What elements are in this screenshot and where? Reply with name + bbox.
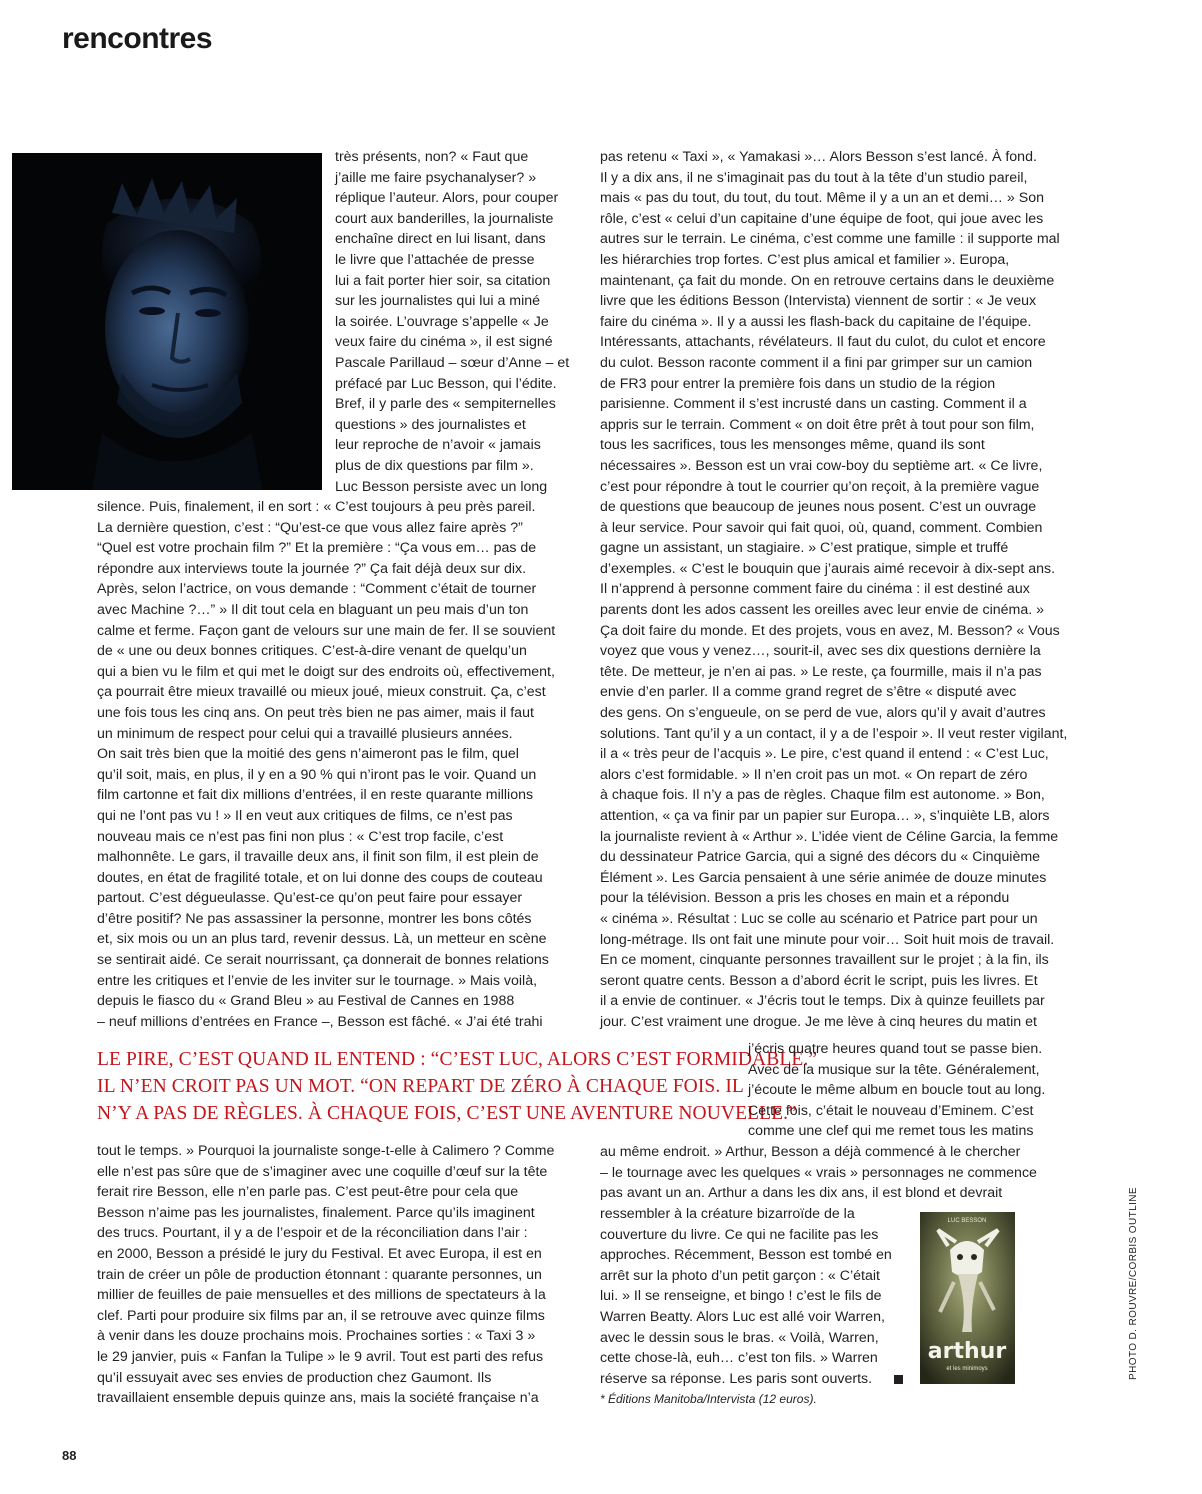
text-line: réplique l’auteur. Alors, pour couper bbox=[335, 190, 559, 207]
text-line: avec le dessin sous le bras. « Voilà, Warren, bbox=[600, 1329, 879, 1346]
text-line: ça pourrait être mieux travaillé ou mieux joué, mieux construit. Ça, c’est bbox=[97, 684, 546, 701]
text-line: Il y a dix ans, il ne s’imaginait pas du tout à la tête d’un studio pareil, bbox=[600, 169, 1028, 186]
text-line: lui. » Il se renseigne, et bingo ! c’est le fils de bbox=[600, 1288, 882, 1305]
text-line: Cette fois, c’était le nouveau d’Eminem. C’est bbox=[748, 1102, 1034, 1119]
text-line: comme une clef qui me remet tous les matins bbox=[748, 1123, 1034, 1140]
text-line: Ça doit faire du monde. Et des projets, vous en avez, M. Besson? « Vous bbox=[600, 622, 1060, 639]
text-line: la journaliste revient à « Arthur ». L’idée vient de Céline Garcia, la femme bbox=[600, 828, 1059, 845]
text-line: au même endroit. » Arthur, Besson a déjà commencé à le chercher bbox=[600, 1144, 1021, 1160]
text-line: j’écoute le même album en boucle tout au long. bbox=[748, 1082, 1046, 1099]
text-line: des trucs. Pourtant, il y a de l’espoir et de la réconciliation dans l’air : bbox=[97, 1225, 528, 1242]
text-line: train de créer un pôle de production étonnant : quarante personnes, un bbox=[97, 1266, 542, 1283]
text-line: pas retenu « Taxi », « Yamakasi »… Alors Besson s’est lancé. À fond. bbox=[600, 149, 1037, 165]
text-line: de questions que beaucoup de jeunes nous posent. C’est un ouvrage bbox=[600, 499, 1037, 516]
text-line: veux faire du cinéma », il est signé bbox=[335, 334, 553, 351]
text-line: Besson n’aime pas les journalistes, finalement. Parce qu’ils imaginent bbox=[97, 1204, 535, 1221]
text-line: c’est pour répondre à tout le courrier qu’on reçoit, à la première vague bbox=[600, 478, 1040, 495]
text-line: parents dont les ados cassent les oreilles avec leur envie de cinéma. » bbox=[600, 602, 1045, 619]
text-line: approches. Récemment, Besson est tombé en bbox=[600, 1247, 892, 1264]
text-line: et, six mois ou un an plus tard, revenir dessus. Là, un metteur en scène bbox=[97, 931, 547, 948]
column-2-narrow bbox=[600, 1204, 892, 1389]
text-line: « cinéma ». Résultat : Luc se colle au scénario et Patrice part pour un bbox=[600, 910, 1038, 927]
column-2-indented bbox=[748, 1039, 1045, 1142]
text-line: Luc Besson persiste avec un long bbox=[335, 478, 548, 495]
text-line: se sentirait aidé. Ce serait nourrissant, ça donnerait de bonnes relations bbox=[97, 952, 549, 969]
text-line: mais « pas du tout, du tout, du tout. Même il y a un an et demi… » Son bbox=[600, 190, 1045, 207]
text-line: court aux banderilles, la journaliste bbox=[335, 210, 554, 227]
text-line: leur reproche de n’avoir « jamais bbox=[335, 437, 541, 454]
text-line: Il n’apprend à personne comment faire du cinéma : il est destiné aux bbox=[600, 581, 1030, 598]
text-line: tout le temps. » Pourquoi la journaliste songe-t-elle à Calimero ? Comme bbox=[97, 1143, 555, 1159]
text-line: du culot. Besson raconte comment il a fini par grimper sur un camion bbox=[600, 354, 1033, 371]
text-line: préfacé par Luc Besson, qui l’édite. bbox=[335, 375, 557, 392]
text-line: seront quatre cents. Besson a d’abord écrit le script, puis les livres. Et bbox=[600, 972, 1038, 989]
text-line: En ce moment, cinquante personnes travaillent sur le projet ; à la fin, ils bbox=[600, 952, 1049, 969]
text-line: envie d’en parler. Il a comme grand regret de s’être « disputé avec bbox=[600, 684, 1017, 701]
column-2-middle bbox=[600, 1142, 1037, 1204]
page-number: 88 bbox=[62, 1448, 77, 1463]
text-line: autres sur le terrain. Le cinéma, c’est comme une famille : il supporte mal bbox=[600, 231, 1060, 248]
column-1-right-of-photo bbox=[335, 147, 569, 497]
text-line: couverture du livre. Ce qui ne facilite pas les bbox=[600, 1226, 879, 1243]
text-line: nouveau mais ce n’est pas fini non plus : « C’est trop facile, c’est bbox=[97, 828, 504, 845]
text-line: qui ne l’ont pas vu ! » Il en veut aux critiques de films, ce n’est pas bbox=[97, 807, 513, 824]
text-line: à chaque fois. Il n’y a pas de règles. Chaque film est autonome. » Bon, bbox=[600, 787, 1045, 804]
text-line: arrêt sur la photo d’un petit garçon : « C’était bbox=[600, 1267, 880, 1284]
text-line: entre les critiques et l’envie de les inviter sur le tournage. » Mais voilà, bbox=[97, 972, 538, 989]
text-line: une fois tous les cinq ans. On peut très bien ne pas aimer, mais il faut bbox=[97, 704, 534, 721]
text-line: voyez que vous y venez…, sourit-il, avec ses dix questions dernière la bbox=[600, 643, 1041, 660]
photo-credit: PHOTO D. ROUVRE/CORBIS OUTLINE bbox=[1128, 1187, 1139, 1380]
text-line: le livre que l’attachée de presse bbox=[335, 251, 535, 268]
text-line: “Quel est votre prochain film ?” Et la première : “Ça vous em… pas de bbox=[97, 540, 537, 557]
text-line: malhonnête. Le gars, il travaille deux ans, il finit son film, il est plein de bbox=[97, 849, 539, 866]
text-line: sur les journalistes qui lui a miné bbox=[335, 293, 541, 310]
cover-title: arthur bbox=[927, 1339, 1007, 1364]
text-line: livre que les éditions Besson (Intervista) viennent de sortir : « Je veux bbox=[600, 293, 1037, 310]
text-line: partout. C’est dégueulasse. Qu’est-ce qu’on peut faire pour essayer bbox=[97, 890, 523, 907]
text-line: très présents, non? « Faut que bbox=[335, 149, 529, 165]
text-line: la soirée. L’ouvrage s’appelle « Je bbox=[335, 313, 549, 330]
text-line: réserve sa réponse. Les paris sont ouverts. bbox=[600, 1370, 873, 1387]
text-line: Warren Beatty. Alors Luc est allé voir Warren, bbox=[600, 1308, 885, 1325]
text-line: parisienne. Comment il s’est incrusté dans un casting. Comment il a bbox=[600, 396, 1027, 413]
text-line: avec Machine ?…” » Il dit tout cela en blaguant un peu mais d’un ton bbox=[97, 601, 529, 618]
text-line: il a envie de continuer. « J’écris tout le temps. Dix à quinze feuillets par bbox=[600, 993, 1045, 1010]
text-line: cette chose-là, euh… c’est ton fils. » Warren bbox=[600, 1350, 878, 1367]
text-line: La dernière question, c’est : “Qu’est-ce que vous allez faire après ?” bbox=[97, 519, 523, 536]
text-line: en 2000, Besson a présidé le jury du Festival. Et avec Europa, il est en bbox=[97, 1245, 542, 1262]
book-cover bbox=[920, 1212, 1015, 1384]
text-line: répondre aux interviews toute la journée ?” Ça fait déjà deux sur dix. bbox=[97, 560, 527, 577]
text-line: Intéressants, attachants, révélateurs. Il faut du culot, du culot et encore bbox=[600, 334, 1046, 351]
portrait-illustration bbox=[12, 153, 322, 490]
text-line: long-métrage. Ils ont fait une minute pour voir… Soit huit mois de travail. bbox=[600, 931, 1055, 948]
text-line: – le tournage avec les quelques « vrais » personnages ne commence bbox=[600, 1164, 1037, 1181]
portrait-photo bbox=[12, 153, 322, 490]
pull-quote-line: N’Y A PAS DE RÈGLES. À CHAQUE FOIS, C’EST UNE AVENTURE NOUVELLE.” bbox=[97, 1103, 797, 1124]
text-line: rôle, c’est « celui d’un capitaine d’une équipe de foot, qui joue avec les bbox=[600, 210, 1044, 227]
text-line: d’exemples. « C’est le bouquin que j’aurais aimé recevoir à dix-sept ans. bbox=[600, 560, 1056, 577]
text-line: à leur service. Pour savoir qui fait quoi, où, quand, comment. Combien bbox=[600, 519, 1043, 536]
text-line: à venir dans les douze prochains mois. Prochaines sorties : « Taxi 3 » bbox=[97, 1328, 536, 1345]
text-line: pas avant un an. Arthur a dans les dix ans, il est blond et devrait bbox=[600, 1185, 1003, 1202]
book-caption: * Éditions Manitoba/Intervista (12 euros). bbox=[600, 1392, 817, 1406]
text-line: de « une ou deux bonnes critiques. C’est-à-dire venant de quelqu’un bbox=[97, 643, 527, 660]
text-line: tête. De metteur, je n’en ai pas. » Le reste, ça fourmille, mais il n’a pas bbox=[600, 663, 1042, 680]
text-line: enchaîne direct en lui lisant, dans bbox=[335, 231, 546, 248]
text-line: lui a fait porter hier soir, sa citation bbox=[335, 272, 551, 289]
text-line: Élément ». Les Garcia pensaient à une série animée de douze minutes bbox=[600, 869, 1047, 886]
text-line: nécessaires ». Besson est un vrai cow-boy du septième art. « Ce livre, bbox=[600, 457, 1043, 474]
book-cover-illustration bbox=[920, 1212, 1015, 1384]
text-line: Avec de la musique sur la tête. Généralement, bbox=[748, 1061, 1040, 1078]
text-line: clef. Parti pour produire six films par an, il se retrouve avec quinze films bbox=[97, 1307, 545, 1324]
text-line: le 29 janvier, puis « Fanfan la Tulipe » le 9 avril. Tout est parti des refus bbox=[97, 1348, 544, 1365]
column-1-body bbox=[97, 497, 555, 1032]
cover-subtitle: et les minimoys bbox=[946, 1366, 988, 1372]
text-line: doutes, en état de fragilité totale, et on lui donne des coups de couteau bbox=[97, 869, 543, 886]
text-line: du dessinateur Patrice Garcia, qui a signé des décors du « Cinquième bbox=[600, 849, 1041, 866]
text-line: jour. C’est vraiment une drogue. Je me lève à cinq heures du matin et bbox=[600, 1013, 1037, 1030]
text-line: maintenant, ça fait du monde. On en retrouve certains dans le deuxième bbox=[600, 272, 1055, 289]
column-2-body bbox=[600, 147, 1067, 1033]
text-line: film cartonne et fait dix millions d’entrées, il en reste quarante millions bbox=[97, 787, 534, 804]
section-title: rencontres bbox=[62, 22, 213, 55]
text-line: alors c’est formidable. » Il n’en croit pas un mot. « On repart de zéro bbox=[600, 766, 1028, 783]
text-line: questions » des journalistes et bbox=[335, 416, 526, 433]
text-line: attention, « ça va finir par un papier sur Europa… », s’inquiète LB, alors bbox=[600, 808, 1050, 824]
text-line: ressembler à la créature bizarroïde de la bbox=[600, 1206, 855, 1222]
text-line: calme et ferme. Façon gant de velours sur une main de fer. Il se souvient bbox=[97, 622, 556, 639]
text-line: millier de feuilles de paie mensuelles et des millions de spectateurs à la bbox=[97, 1287, 546, 1304]
text-line: solutions. Tant qu’il y a un contact, il y a de l’espoir ». Il veut rester vigilant, bbox=[600, 725, 1068, 742]
text-line: silence. Puis, finalement, il en sort : « C’est toujours à peu près pareil. bbox=[97, 499, 536, 515]
text-line: travaillaient ensemble depuis quinze ans, mais la société française n’a bbox=[97, 1390, 539, 1407]
text-line: On sait très bien que la moitié des gens n’aimeront pas le film, quel bbox=[97, 746, 519, 763]
text-line: pour la télévision. Besson a pris les choses en main et a répondu bbox=[600, 890, 1010, 907]
text-line: faire du cinéma ». Il y a aussi les flash-back du capitaine de l’équipe. bbox=[600, 313, 1032, 330]
text-line: des gens. On s’engueule, on se perd de vue, alors qu’il y avait d’autres bbox=[600, 705, 1046, 722]
text-line: d’être positif? Ne pas assassiner la personne, montrer les bons côtés bbox=[97, 910, 532, 927]
pull-quote-line: LE PIRE, C’EST QUAND IL ENTEND : “C’EST LUC, ALORS C’EST FORMIDABLE.” bbox=[97, 1049, 818, 1070]
text-line: il a « très peur de l’acquis ». Le pire, c’est quand il entend : « C’est Luc, bbox=[600, 746, 1049, 763]
pull-quote bbox=[97, 1046, 817, 1127]
text-line: plus de dix questions par film ». bbox=[335, 457, 534, 474]
text-line: Bref, il y parle des « sempiternelles bbox=[335, 396, 556, 413]
cover-author: LUC BESSON bbox=[947, 1218, 987, 1224]
text-line: qui a bien vu le film et qui met le doigt sur des endroits où, effectivement, bbox=[97, 663, 555, 680]
text-line: les hiérarchies trop fortes. C’est plus amical et familier ». Europa, bbox=[600, 251, 1010, 268]
text-line: gagne un assistant, un stagiaire. » C’est pratique, simple et truffé bbox=[600, 540, 1009, 557]
pull-quote-line: IL N’EN CROIT PAS UN MOT. “ON REPART DE ZÉRO À CHAQUE FOIS. IL bbox=[97, 1076, 744, 1097]
text-line: appris sur le terrain. Comment « on doit être prêt à tout pour son film, bbox=[600, 416, 1035, 433]
text-line: Après, selon l’actrice, on vous demande : “Comment c’était de tourner bbox=[97, 581, 537, 598]
text-line: j’aille me faire psychanalyser? » bbox=[335, 169, 537, 186]
text-line: depuis le fiasco du « Grand Bleu » au Festival de Cannes en 1988 bbox=[97, 993, 515, 1010]
text-line: de FR3 pour entrer la première fois dans un studio de la région bbox=[600, 375, 996, 392]
text-line: tous les sacrifices, tous les mensonges même, quand ils sont bbox=[600, 437, 985, 454]
text-line: un minimum de respect pour celui qui a travaillé plusieurs années. bbox=[97, 725, 513, 742]
text-line: elle n’est pas sûre que de s’imaginer avec une coquille d’œuf sur la tête bbox=[97, 1163, 548, 1180]
end-mark-icon bbox=[894, 1375, 903, 1384]
text-line: j’écris quatre heures quand tout se passe bien. bbox=[748, 1041, 1043, 1057]
column-1-bottom bbox=[97, 1141, 554, 1409]
text-line: ferait rire Besson, elle n’en parle pas. C’est peut-être pour cela que bbox=[97, 1184, 519, 1201]
text-line: – neuf millions d’entrées en France –, Besson est fâché. « J’ai été trahi bbox=[97, 1013, 543, 1030]
text-line: Pascale Parillaud – sœur d’Anne – et bbox=[335, 354, 570, 371]
text-line: qu’il essuyait avec ses envies de production chez Gaumont. Ils bbox=[97, 1369, 492, 1386]
text-line: qu’il soit, mais, en plus, il y en a 90 % qui n’iront pas le voir. Quand un bbox=[97, 766, 537, 783]
